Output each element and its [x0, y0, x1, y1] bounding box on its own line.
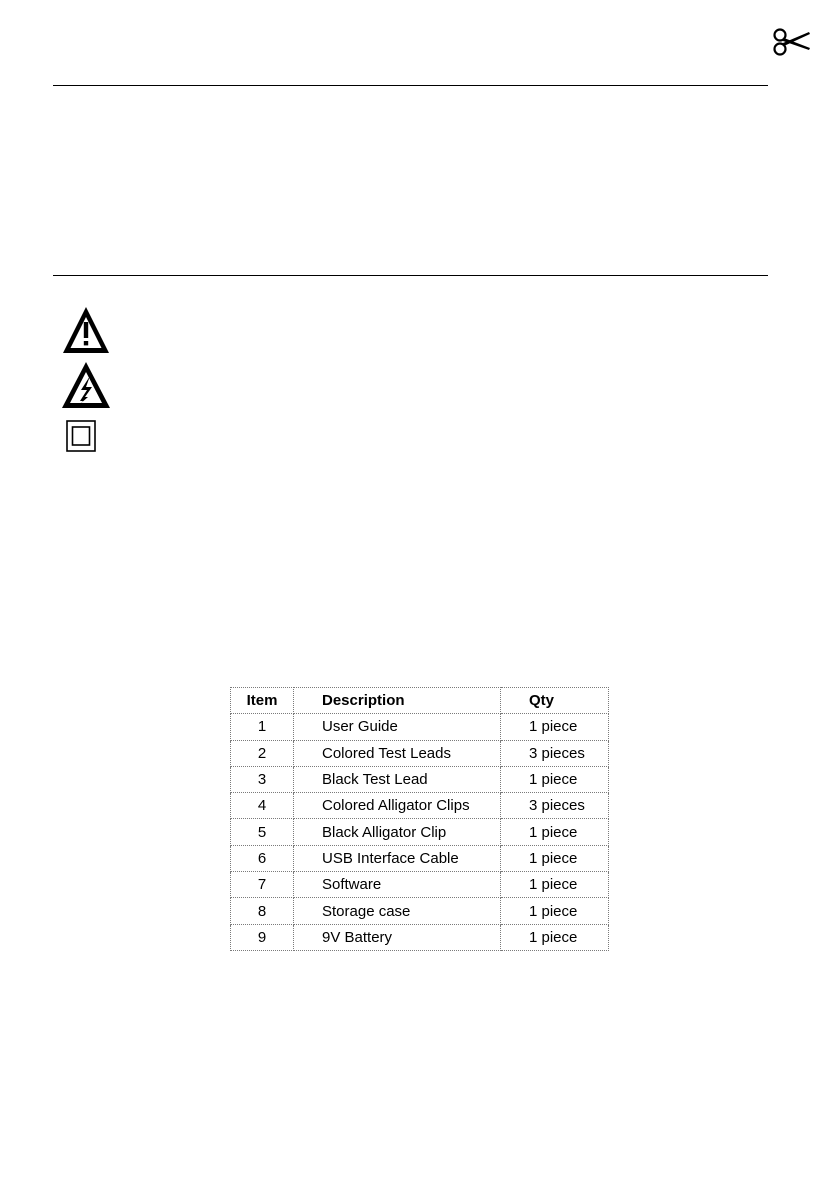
- cell-item: 9: [231, 924, 294, 950]
- table-row: [231, 898, 609, 924]
- header-qty: Qty: [501, 688, 609, 714]
- table-row: [231, 819, 609, 845]
- table-row: [231, 872, 609, 898]
- table-header-row: [231, 688, 609, 714]
- cell-qty: 3 pieces: [501, 740, 609, 766]
- cell-item: 7: [231, 872, 294, 898]
- cell-description: Black Alligator Clip: [294, 819, 501, 845]
- cell-item: 4: [231, 793, 294, 819]
- cell-qty: 1 piece: [501, 924, 609, 950]
- cell-item: 2: [231, 740, 294, 766]
- cell-item: 8: [231, 898, 294, 924]
- cell-qty: 1 piece: [501, 845, 609, 871]
- table-row: [231, 924, 609, 950]
- double-insulation-icon: [66, 420, 96, 452]
- cell-description: Colored Test Leads: [294, 740, 501, 766]
- table-row: [231, 845, 609, 871]
- cell-description: User Guide: [294, 714, 501, 740]
- cell-description: Colored Alligator Clips: [294, 793, 501, 819]
- header-description: Description: [294, 688, 501, 714]
- package-contents-table: [230, 687, 609, 951]
- cell-qty: 3 pieces: [501, 793, 609, 819]
- warning-triangle-icon: [61, 305, 111, 355]
- table-row: [231, 793, 609, 819]
- table-row: [231, 714, 609, 740]
- cell-description: USB Interface Cable: [294, 845, 501, 871]
- cell-qty: 1 piece: [501, 766, 609, 792]
- middle-divider: [53, 275, 768, 276]
- cell-qty: 1 piece: [501, 714, 609, 740]
- header-item: Item: [231, 688, 294, 714]
- cell-item: 1: [231, 714, 294, 740]
- cell-qty: 1 piece: [501, 819, 609, 845]
- cell-item: 6: [231, 845, 294, 871]
- cell-item: 3: [231, 766, 294, 792]
- cell-qty: 1 piece: [501, 872, 609, 898]
- cell-item: 5: [231, 819, 294, 845]
- electric-shock-icon: [60, 360, 112, 410]
- scissors-icon: [772, 28, 812, 56]
- table-row: [231, 740, 609, 766]
- cell-description: Storage case: [294, 898, 501, 924]
- cell-description: Software: [294, 872, 501, 898]
- cell-description: 9V Battery: [294, 924, 501, 950]
- table-row: [231, 766, 609, 792]
- top-divider: [53, 85, 768, 86]
- cell-description: Black Test Lead: [294, 766, 501, 792]
- cell-qty: 1 piece: [501, 898, 609, 924]
